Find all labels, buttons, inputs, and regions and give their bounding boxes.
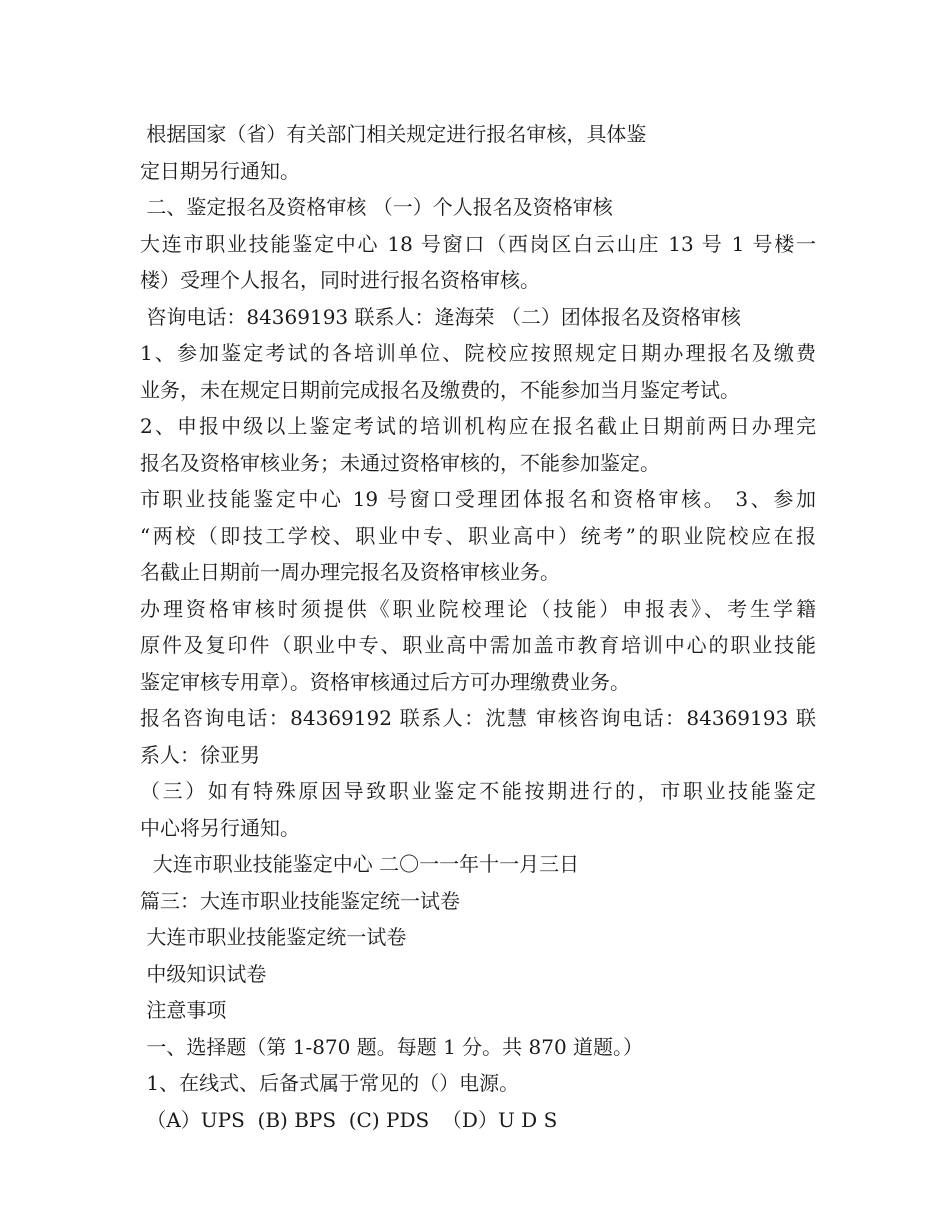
text-line: （A）UPS (B) BPS (C) PDS （D）U D S <box>140 1107 558 1132</box>
text-line: 大连市职业技能鉴定中心 18 号窗口（西岗区白云山庄 13 号 1 号楼一 <box>140 231 816 256</box>
text-line: 一、选择题（第 1-870 题。每题 1 分。共 870 道题。） <box>140 1034 644 1059</box>
text-line: 鉴定审核专用章）。资格审核通过后方可办理缴费业务。 <box>140 669 630 694</box>
text-line: 报名及资格审核业务；未通过资格审核的，不能参加鉴定。 <box>140 450 660 475</box>
text-line: 大连市职业技能鉴定统一试卷 <box>140 925 407 949</box>
text-line: 市职业技能鉴定中心 19 号窗口受理团体报名和资格审核。 3、参加 <box>140 487 816 511</box>
text-line: 篇三：大连市职业技能鉴定统一试卷 <box>140 888 460 913</box>
text-line: 根据国家（省）有关部门相关规定进行报名审核，具体鉴 <box>140 122 647 146</box>
text-line: 1、参加鉴定考试的各培训单位、院校应按照规定日期办理报名及缴费 <box>140 341 816 365</box>
text-line: 中级知识试卷 <box>140 961 267 986</box>
document-body <box>140 116 816 1138</box>
text-line: （三）如有特殊原因导致职业鉴定不能按期进行的，市职业技能鉴定 <box>140 779 816 803</box>
text-line: 中心将另行通知。 <box>140 815 300 840</box>
text-line: 注意事项 <box>140 998 227 1022</box>
text-line: 名截止日期前一周办理完报名及资格审核业务。 <box>140 560 560 584</box>
text-line: 大连市职业技能鉴定中心 二〇一一年十一月三日 <box>140 852 580 876</box>
text-line: 定日期另行通知。 <box>140 158 300 183</box>
text-line: 系人：徐亚男 <box>140 742 260 767</box>
text-line: 办理资格审核时须提供《职业院校理论（技能）申报表》、考生学籍 <box>140 596 816 621</box>
text-line: 原件及复印件（职业中专、职业高中需加盖市教育培训中心的职业技能 <box>140 633 816 657</box>
text-line: 楼）受理个人报名，同时进行报名资格审核。 <box>140 268 540 292</box>
text-line: 2、申报中级以上鉴定考试的培训机构应在报名截止日期前两日办理完 <box>140 414 816 438</box>
text-line: 报名咨询电话：84369192 联系人：沈慧 审核咨询电话：84369193 联 <box>140 706 816 730</box>
text-line: 1、在线式、后备式属于常见的（）电源。 <box>140 1071 520 1095</box>
text-line: “两校（即技工学校、职业中专、职业高中）统考”的职业院校应在报 <box>140 523 816 548</box>
text-line: 业务，未在规定日期前完成报名及缴费的，不能参加当月鉴定考试。 <box>140 377 740 402</box>
text-line: 咨询电话：84369193 联系人：逄海荣 （二）团体报名及资格审核 <box>140 304 741 329</box>
text-line: 二、鉴定报名及资格审核 （一）个人报名及资格审核 <box>140 195 613 219</box>
